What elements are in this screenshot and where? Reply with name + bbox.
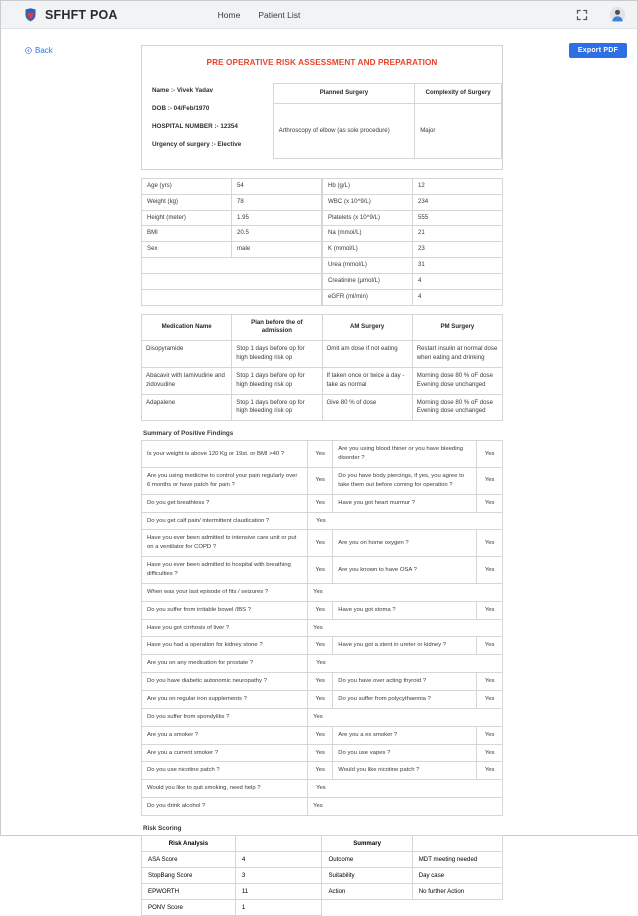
findings-row: [142, 530, 502, 557]
finding-question: Are you on regular iron supplements ?: [142, 691, 308, 709]
nav-links: [218, 10, 301, 20]
finding-question: When was your last episode of fits / seizures ?: [142, 583, 308, 601]
lab-label: Urea (mmol/L): [323, 258, 413, 274]
col-summary: Summary: [322, 836, 412, 852]
finding-answer: Yes: [308, 798, 502, 816]
finding-answer: Yes: [308, 655, 502, 673]
med-pm-surgery: Restart insulin at normal dose when eating and drinking: [412, 341, 502, 368]
table-row: [142, 884, 503, 900]
finding-answer: Yes: [477, 530, 502, 557]
table-row: [142, 394, 503, 421]
findings-table: [142, 441, 502, 816]
col-medication-name: Medication Name: [142, 314, 232, 341]
empty-cell: [142, 273, 322, 289]
table-row-empty: [142, 273, 322, 289]
table-row-empty: [142, 289, 322, 305]
finding-question: Do you have body piercings, if yes, you agree to take them out before coming for operation ?: [333, 467, 477, 494]
table-row: [142, 226, 322, 242]
findings-row: [142, 441, 502, 467]
findings-row: [142, 655, 502, 673]
med-am-surgery: Give 80 % of dose: [322, 394, 412, 421]
report-title-box: [141, 45, 503, 75]
finding-question: Do you use nicotine patch ?: [142, 762, 308, 780]
finding-question: Are you a smoker ?: [142, 726, 308, 744]
empty-cell: [142, 289, 322, 305]
lab-value: 234: [413, 194, 503, 210]
finding-answer: Yes: [308, 708, 502, 726]
risk-label-cell: ASA Score: [142, 852, 236, 868]
risk-value-cell: 3: [235, 868, 322, 884]
back-label: Back: [35, 45, 53, 55]
finding-question: Have you ever been admitted to intensive care unit or put on a ventilator for COPD ?: [142, 530, 308, 557]
finding-question: Do you suffer from spondylitis ?: [142, 708, 308, 726]
finding-answer: Yes: [308, 744, 333, 762]
surgery-table: [273, 83, 502, 159]
findings-row: [142, 637, 502, 655]
finding-answer: Yes: [308, 637, 333, 655]
lab-value: 4: [413, 289, 503, 305]
finding-answer: Yes: [308, 762, 333, 780]
lab-label: Platelets (x 10^9/L): [323, 210, 413, 226]
finding-question: Do you drink alcohol ?: [142, 798, 308, 816]
col-risk-value: [235, 836, 322, 852]
col-pm-surgery: PM Surgery: [412, 314, 502, 341]
risk-label-cell: StopBang Score: [142, 868, 236, 884]
table-row: [323, 179, 503, 195]
patient-info: [152, 83, 271, 159]
summary-value-cell: MDT meeting needed: [412, 852, 502, 868]
finding-question: Have you got stoma ?: [333, 601, 477, 619]
lab-value: 12: [413, 179, 503, 195]
finding-question: Do you have diabetic autonomic neuropathy ?: [142, 673, 308, 691]
table-row: [323, 273, 503, 289]
finding-answer: Yes: [308, 583, 502, 601]
table-row: [323, 289, 503, 305]
col-risk-analysis: Risk Analysis: [142, 836, 236, 852]
patient-hospital-number: HOSPITAL NUMBER :- 12354: [152, 123, 238, 130]
finding-answer: Yes: [477, 637, 502, 655]
lab-label: Creatinine (µmol/L): [323, 273, 413, 289]
lab-label: Height (meter): [142, 210, 232, 226]
finding-answer: Yes: [477, 673, 502, 691]
table-header-row: [142, 836, 503, 852]
finding-answer: Yes: [477, 762, 502, 780]
lab-label: WBC (x 10^9/L): [323, 194, 413, 210]
table-row: [273, 103, 501, 158]
risk-value-cell: 4: [235, 852, 322, 868]
med-name: Disopyramide: [142, 341, 232, 368]
med-pm-surgery: Morning dose 80 % oF dose Evening dose unchanged: [412, 367, 502, 394]
finding-answer: Yes: [308, 512, 502, 530]
risk-label-cell: EPWORTH: [142, 884, 236, 900]
findings-row: [142, 726, 502, 744]
finding-question: Have you ever been admitted to hospital with breathing difficulties ?: [142, 557, 308, 584]
table-row: [142, 852, 503, 868]
finding-question: Do you get breathless ?: [142, 494, 308, 512]
lab-value: 20.5: [232, 226, 322, 242]
table-row: [142, 242, 322, 258]
finding-answer: Yes: [477, 494, 502, 512]
med-pm-surgery: Morning dose 80 % oF dose Evening dose unchanged: [412, 394, 502, 421]
lab-value: 4: [413, 273, 503, 289]
summary-label-cell: Action: [322, 884, 412, 900]
finding-question: Do you suffer from irritable bowel /IBS ?: [142, 601, 308, 619]
finding-answer: Yes: [308, 441, 333, 467]
findings-row: [142, 708, 502, 726]
finding-question: Are you using blood thiner or you have bleeding disorder ?: [333, 441, 477, 467]
labs-right-table: [322, 178, 503, 306]
col-am-surgery: AM Surgery: [322, 314, 412, 341]
findings-label: Summary of Positive Findings: [143, 430, 234, 438]
finding-answer: Yes: [477, 441, 502, 467]
findings-section: [141, 440, 503, 816]
col-summary-value: [412, 836, 502, 852]
findings-row: [142, 762, 502, 780]
med-name: Abacavir with lamivudine and zidovudine: [142, 367, 232, 394]
lab-value: 78: [232, 194, 322, 210]
med-plan: Stop 1 days before op for high bleeding risk op: [232, 341, 322, 368]
nav-patient-list[interactable]: Patient List: [258, 9, 301, 20]
table-header-row: [142, 314, 503, 341]
lab-value: 1.95: [232, 210, 322, 226]
finding-question: Do you suffer from polycythaemia ?: [333, 691, 477, 709]
findings-row: [142, 619, 502, 637]
fullscreen-icon[interactable]: [576, 9, 588, 21]
finding-question: Are you on any medication for prostate ?: [142, 655, 308, 673]
risk-table: [141, 835, 503, 916]
finding-question: Are you a ex smoker ?: [333, 726, 477, 744]
finding-question: Have you got heart murmur ?: [333, 494, 477, 512]
finding-question: Do you use vapes ?: [333, 744, 477, 762]
patient-header: [141, 75, 503, 170]
finding-answer: Yes: [308, 619, 502, 637]
finding-question: Have you got cirrhosis of liver ?: [142, 619, 308, 637]
table-row: [142, 194, 322, 210]
col-plan-before-admission: Plan before the of admission: [232, 314, 322, 341]
table-row: [323, 210, 503, 226]
findings-row: [142, 557, 502, 584]
patient-dob: DOB :- 04/Feb/1970: [152, 105, 210, 112]
findings-row: [142, 512, 502, 530]
finding-answer: Yes: [308, 601, 333, 619]
finding-question: Do you have over acting thyroid ?: [333, 673, 477, 691]
export-pdf-button[interactable]: Export PDF: [569, 43, 627, 58]
finding-question: Are you known to have OSA ?: [333, 557, 477, 584]
finding-answer: Yes: [477, 557, 502, 584]
finding-question: Is your weight is above 120 Kg or 19st. or BMI >40 ?: [142, 441, 308, 467]
lab-label: BMI: [142, 226, 232, 242]
risk-label: Risk Scoring: [143, 825, 182, 833]
cell-planned-surgery: Arthroscopy of elbow (as sole procedure): [273, 103, 415, 158]
table-row-empty: [142, 258, 322, 274]
findings-row: [142, 691, 502, 709]
table-row: [142, 341, 503, 368]
labs-section: [141, 178, 503, 306]
findings-row: [142, 467, 502, 494]
finding-answer: Yes: [308, 530, 333, 557]
back-button[interactable]: [25, 46, 53, 55]
summary-label-cell: [322, 900, 412, 916]
finding-question: Do you get calf pain/ intermittent claudication ?: [142, 512, 308, 530]
summary-label-cell: Suitability: [322, 868, 412, 884]
findings-row: [142, 798, 502, 816]
shield-heart-logo-icon: [23, 7, 38, 22]
finding-question: Would you like to quit smoking, need help ?: [142, 780, 308, 798]
finding-question: Are you on home oxygen ?: [333, 530, 477, 557]
back-circle-icon: [25, 47, 32, 54]
finding-answer: Yes: [308, 780, 502, 798]
table-row: [323, 258, 503, 274]
med-am-surgery: If taken once or twice a day - take as normal: [322, 367, 412, 394]
lab-label: Hb (g/L): [323, 179, 413, 195]
lab-value: 21: [413, 226, 503, 242]
lab-label: eGFR (ml/min): [323, 289, 413, 305]
page-title: PRE OPERATIVE RISK ASSESSMENT AND PREPARATION: [206, 58, 438, 67]
findings-row: [142, 583, 502, 601]
lab-label: K (mmol/L): [323, 242, 413, 258]
labs-left-table: [141, 178, 322, 306]
findings-row: [142, 494, 502, 512]
finding-answer: Yes: [477, 726, 502, 744]
lab-value: 555: [413, 210, 503, 226]
lab-label: Age (yrs): [142, 179, 232, 195]
finding-answer: Yes: [477, 744, 502, 762]
top-navbar: [1, 1, 637, 29]
finding-answer: Yes: [308, 557, 333, 584]
empty-cell: [142, 258, 322, 274]
lab-value: 31: [413, 258, 503, 274]
finding-question: Have you got a stent in ureter or kidney ?: [333, 637, 477, 655]
finding-answer: Yes: [477, 467, 502, 494]
med-am-surgery: Omit am dose if not eating: [322, 341, 412, 368]
finding-question: Have you had a operation for kidney stone ?: [142, 637, 308, 655]
finding-question: Would you like nicotine patch ?: [333, 762, 477, 780]
lab-value: 23: [413, 242, 503, 258]
summary-value-cell: [412, 900, 502, 916]
med-name: Adapalene: [142, 394, 232, 421]
patient-name: Name :- Vivek Yadav: [152, 87, 214, 94]
table-row: [142, 900, 503, 916]
finding-answer: Yes: [308, 691, 333, 709]
cell-complexity: Major: [415, 103, 502, 158]
findings-row: [142, 673, 502, 691]
table-row: [323, 226, 503, 242]
table-row: [142, 210, 322, 226]
lab-label: Sex: [142, 242, 232, 258]
table-row: [323, 242, 503, 258]
findings-row: [142, 601, 502, 619]
lab-label: Weight (kg): [142, 194, 232, 210]
findings-row: [142, 744, 502, 762]
finding-answer: Yes: [477, 691, 502, 709]
summary-label-cell: Outcome: [322, 852, 412, 868]
user-avatar-icon[interactable]: [610, 7, 625, 22]
brand[interactable]: [23, 7, 118, 22]
risk-value-cell: 11: [235, 884, 322, 900]
med-plan: Stop 1 days before op for high bleeding risk op: [232, 367, 322, 394]
finding-answer: Yes: [308, 494, 333, 512]
finding-question: Are you using medicine to control your pain regularly over 6 months or have patch for pain ?: [142, 467, 308, 494]
finding-answer: Yes: [477, 601, 502, 619]
table-row: [323, 194, 503, 210]
navbar-right: [576, 7, 625, 22]
summary-value-cell: Day case: [412, 868, 502, 884]
risk-value-cell: 1: [235, 900, 322, 916]
table-header-row: [273, 84, 501, 104]
lab-value: male: [232, 242, 322, 258]
summary-value-cell: No further Action: [412, 884, 502, 900]
lab-value: 54: [232, 179, 322, 195]
brand-name: SFHFT POA: [45, 7, 118, 22]
finding-answer: Yes: [308, 726, 333, 744]
finding-answer: Yes: [308, 673, 333, 691]
table-row: [142, 367, 503, 394]
nav-home[interactable]: Home: [217, 9, 241, 20]
medication-table: [141, 314, 503, 422]
table-row: [142, 868, 503, 884]
finding-answer: Yes: [308, 467, 333, 494]
table-row: [142, 179, 322, 195]
findings-row: [142, 780, 502, 798]
col-planned-surgery: Planned Surgery: [273, 84, 415, 104]
med-plan: Stop 1 days before op for high bleeding risk op: [232, 394, 322, 421]
lab-label: Na (mmol/L): [323, 226, 413, 242]
report-document: [141, 45, 503, 916]
col-complexity: Complexity of Surgery: [415, 84, 502, 104]
finding-question: Are you a current smoker ?: [142, 744, 308, 762]
patient-urgency: Urgency of surgery :- Elective: [152, 141, 242, 148]
risk-label-cell: PONV Score: [142, 900, 236, 916]
